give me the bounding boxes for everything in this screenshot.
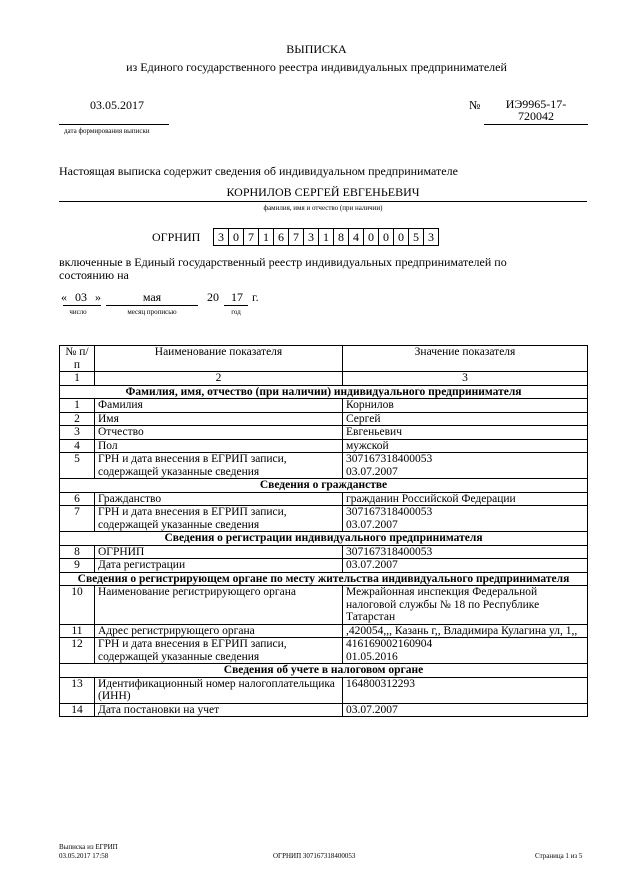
footer-left-line2: 03.05.2017 17:58 <box>59 852 109 860</box>
row-field-name: Пол <box>95 439 343 453</box>
row-field-name: Имя <box>95 412 343 426</box>
section-header-row <box>60 572 588 586</box>
table-row <box>60 545 588 559</box>
row-field-value: ,420054,,, Казань г,, Владимира Кулагина ул, 1,, <box>343 624 588 638</box>
row-field-value: 307167318400053 <box>343 545 588 559</box>
row-number: 1 <box>60 399 95 413</box>
included-line1: включенные в Единый государственный реестр индивидуальных предпринимателей по <box>59 255 507 269</box>
table-row <box>60 412 588 426</box>
row-field-value: Корнилов <box>343 399 588 413</box>
section-header-row <box>60 532 588 546</box>
ogrnip-digit: 0 <box>378 228 394 246</box>
section-title: Сведения об учете в налоговом органе <box>60 664 588 678</box>
number-sign: № <box>469 98 481 112</box>
row-field-value: 307167318400053 03.07.2007 <box>343 506 588 532</box>
row-number: 11 <box>60 624 95 638</box>
row-number: 2 <box>60 412 95 426</box>
column-number-2: 2 <box>95 372 343 386</box>
extract-date: 03.05.2017 <box>90 98 144 112</box>
extract-number <box>484 98 588 122</box>
row-number: 5 <box>60 453 95 479</box>
date-year-prefix: 20 <box>207 290 219 304</box>
row-field-name: Дата регистрации <box>95 559 343 573</box>
number-underline <box>484 124 588 125</box>
table-row <box>60 492 588 506</box>
row-number: 10 <box>60 586 95 625</box>
row-number: 7 <box>60 506 95 532</box>
extract-number-line1: ИЭ9965-17- <box>505 97 567 111</box>
table-column-numbers-row <box>60 372 588 386</box>
row-field-value: 03.07.2007 <box>343 559 588 573</box>
included-line2: состоянию на <box>59 268 129 282</box>
extract-number-line2: 720042 <box>518 109 554 123</box>
section-header-row <box>60 479 588 493</box>
header-number: № п/п <box>60 346 95 372</box>
row-field-value: мужской <box>343 439 588 453</box>
table-row <box>60 586 588 625</box>
ogrnip-digit: 0 <box>393 228 409 246</box>
table-row <box>60 703 588 717</box>
year-underline <box>224 305 248 306</box>
ogrnip-digit: 3 <box>303 228 319 246</box>
table-row <box>60 638 588 664</box>
table-row <box>60 399 588 413</box>
row-field-name: ГРН и дата внесения в ЕГРИП записи, содержащей указанные сведения <box>95 453 343 479</box>
document-subtitle: из Единого государственного реестра индивидуальных предпринимателей <box>126 60 507 74</box>
person-underline <box>59 201 587 202</box>
year-caption: год <box>231 308 241 316</box>
row-number: 14 <box>60 703 95 717</box>
row-field-name: ГРН и дата внесения в ЕГРИП записи, содержащей указанные сведения <box>95 506 343 532</box>
table-row <box>60 559 588 573</box>
ogrnip-digit: 7 <box>243 228 259 246</box>
row-field-name: ОГРНИП <box>95 545 343 559</box>
table-row <box>60 677 588 703</box>
table-header-row <box>60 346 588 372</box>
ogrnip-digit: 5 <box>408 228 424 246</box>
date-caption: дата формирования выписки <box>64 127 150 135</box>
ogrnip-digit: 6 <box>273 228 289 246</box>
row-field-value: Межрайонная инспекция Федеральной налоговой службы № 18 по Республике Татарстан <box>343 586 588 625</box>
row-field-value: гражданин Российской Федерации <box>343 492 588 506</box>
ogrnip-digit: 0 <box>363 228 379 246</box>
table-row <box>60 426 588 440</box>
row-field-name: Адрес регистрирующего органа <box>95 624 343 638</box>
ogrnip-digit-boxes <box>214 228 439 246</box>
table-row <box>60 506 588 532</box>
section-header-row <box>60 664 588 678</box>
row-number: 8 <box>60 545 95 559</box>
month-underline <box>106 305 198 306</box>
row-field-name: Фамилия <box>95 399 343 413</box>
ogrnip-digit: 1 <box>318 228 334 246</box>
section-title: Сведения о регистрирующем органе по месту жительства индивидуального предпринимателя <box>60 572 588 586</box>
person-name: КОРНИЛОВ СЕРГЕЙ ЕВГЕНЬЕВИЧ <box>226 185 420 199</box>
ogrnip-digit: 8 <box>333 228 349 246</box>
row-field-name: Дата постановки на учет <box>95 703 343 717</box>
date-month: мая <box>142 290 162 304</box>
column-number-1: 1 <box>60 372 95 386</box>
row-number: 6 <box>60 492 95 506</box>
ogrnip-label: ОГРНИП <box>152 230 201 244</box>
footer-left-line1: Выписка из ЕГРИП <box>59 843 118 851</box>
row-field-value: Сергей <box>343 412 588 426</box>
date-day: 03 <box>75 290 87 304</box>
header-value: Значение показателя <box>343 346 588 372</box>
intro-text: Настоящая выписка содержит сведения об индивидуальном предпринимателе <box>59 164 458 178</box>
section-title: Сведения о регистрации индивидуального предпринимателя <box>60 532 588 546</box>
date-close-quote: » <box>95 290 101 304</box>
month-caption: месяц прописью <box>127 308 177 316</box>
row-number: 12 <box>60 638 95 664</box>
section-title: Фамилия, имя, отчество (при наличии) индивидуального предпринимателя <box>60 385 588 399</box>
row-number: 3 <box>60 426 95 440</box>
row-field-name: ГРН и дата внесения в ЕГРИП записи, содержащей указанные сведения <box>95 638 343 664</box>
header-name: Наименование показателя <box>95 346 343 372</box>
footer-ogrnip: ОГРНИП 307167318400053 <box>273 852 356 860</box>
ogrnip-digit: 1 <box>258 228 274 246</box>
footer-left <box>59 843 118 861</box>
person-caption: фамилия, имя и отчество (при наличии) <box>263 204 383 212</box>
table-row <box>60 453 588 479</box>
date-underline <box>59 124 169 125</box>
section-header-row <box>60 385 588 399</box>
row-field-value: 03.07.2007 <box>343 703 588 717</box>
row-field-value: 164800312293 <box>343 677 588 703</box>
row-field-name: Идентификационный номер налогоплательщика (ИНН) <box>95 677 343 703</box>
section-title: Сведения о гражданстве <box>60 479 588 493</box>
ogrnip-digit: 7 <box>288 228 304 246</box>
row-number: 9 <box>60 559 95 573</box>
row-field-value: Евгеньевич <box>343 426 588 440</box>
ogrnip-digit: 4 <box>348 228 364 246</box>
date-year-suffix: 17 <box>231 290 243 304</box>
day-caption: число <box>69 308 87 316</box>
date-year-unit: г. <box>252 290 259 304</box>
footer-page-number: Страница 1 из 5 <box>535 852 583 860</box>
row-field-value: 307167318400053 03.07.2007 <box>343 453 588 479</box>
details-table <box>59 345 588 717</box>
table-row <box>60 624 588 638</box>
ogrnip-digit: 3 <box>423 228 439 246</box>
row-field-name: Гражданство <box>95 492 343 506</box>
date-open-quote: « <box>61 290 67 304</box>
table-row <box>60 439 588 453</box>
ogrnip-digit: 0 <box>228 228 244 246</box>
row-field-name: Наименование регистрирующего органа <box>95 586 343 625</box>
day-underline <box>63 305 101 306</box>
row-field-name: Отчество <box>95 426 343 440</box>
column-number-3: 3 <box>343 372 588 386</box>
row-number: 4 <box>60 439 95 453</box>
row-number: 13 <box>60 677 95 703</box>
document-title: ВЫПИСКА <box>286 42 347 56</box>
row-field-value: 416169002160904 01.05.2016 <box>343 638 588 664</box>
ogrnip-digit: 3 <box>213 228 229 246</box>
